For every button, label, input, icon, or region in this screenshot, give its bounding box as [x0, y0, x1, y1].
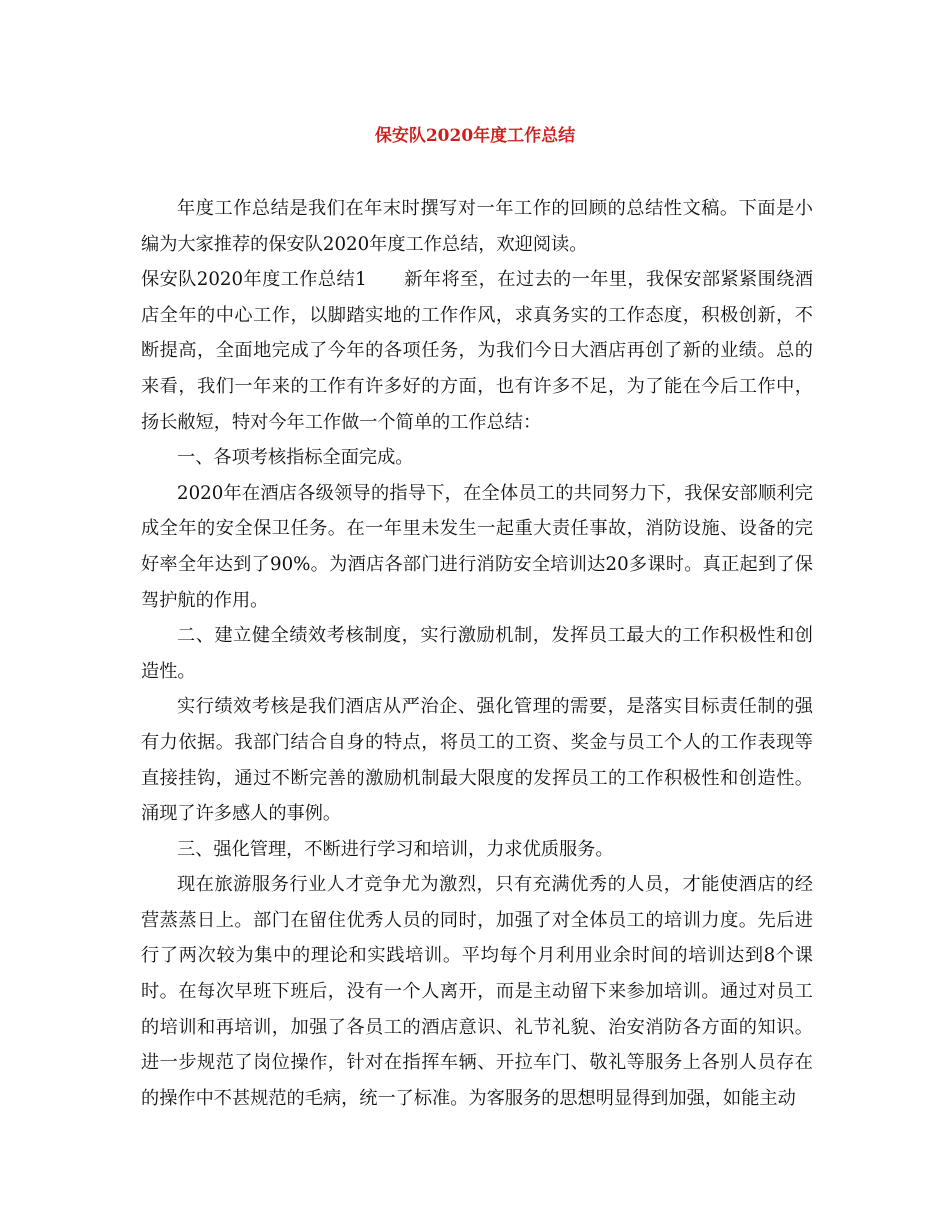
- document-body: [141, 191, 813, 1116]
- section-body-3: 现在旅游服务行业人才竞争尤为激烈，只有充满优秀的人员，才能使酒店的经营蒸蒸日上。部门在留住优秀人员的同时，加强了对全体员工的培训力度。先后进行了两次较为集中的理论和实践培训。平均每个月利用业余时间的培训达到8个课时。在每次早班下班后，没有一个人离开，而是主动留下来参加培训。通过对员工的培训和再培训，加强了各员工的酒店意识、礼节礼貌、治安消防各方面的知识。进一步规范了岗位操作，针对在指挥车辆、开拉车门、敬礼等服务上各别人员存在的操作中不甚规范的毛病，统一了标准。为客服务的思想明显得到加强，如能主动: [141, 874, 813, 1109]
- document-title: 保安队2020年度工作总结: [374, 126, 576, 146]
- summary-paragraph-1: 保安队2020年度工作总结1 新年将至，在过去的一年里，我保安部紧紧围绕酒店全年的中心工作，以脚踏实地的工作作风，求真务实的工作态度，积极创新，不断提高，全面地完成了今年的各项任务，为我们今日大酒店再创了新的业绩。总的来看，我们一年来的工作有许多好的方面，也有许多不足，为了能在今后工作中，扬长敝短，特对今年工作做一个简单的工作总结：: [141, 269, 813, 433]
- section-body-1: 2020年在酒店各级领导的指导下，在全体员工的共同努力下，我保安部顺利完成全年的安全保卫任务。在一年里未发生一起重大责任事故，消防设施、设备的完好率全年达到了90%。为酒店各部门进行消防安全培训达20多课时。真正起到了保驾护航的作用。: [141, 482, 813, 611]
- section-heading-1: 一、各项考核指标全面完成。: [177, 447, 414, 469]
- section-heading-3: 三、强化管理，不断进行学习和培训，力求优质服务。: [177, 838, 614, 860]
- section-body-2: 实行绩效考核是我们酒店从严治企、强化管理的需要，是落实目标责任制的强有力依据。我部门结合自身的特点，将员工的工资、奖金与员工个人的工作表现等直接挂钩，通过不断完善的激励机制最大限度的发挥员工的工作积极性和创造性。涌现了许多感人的事例。: [141, 696, 813, 825]
- intro-paragraph: 年度工作总结是我们在年末时撰写对一年工作的回顾的总结性文稿。下面是小编为大家推荐的保安队2020年度工作总结，欢迎阅读。: [141, 198, 813, 255]
- section-heading-2: 二、建立健全绩效考核制度，实行激励机制，发挥员工最大的工作积极性和创造性。: [141, 625, 813, 682]
